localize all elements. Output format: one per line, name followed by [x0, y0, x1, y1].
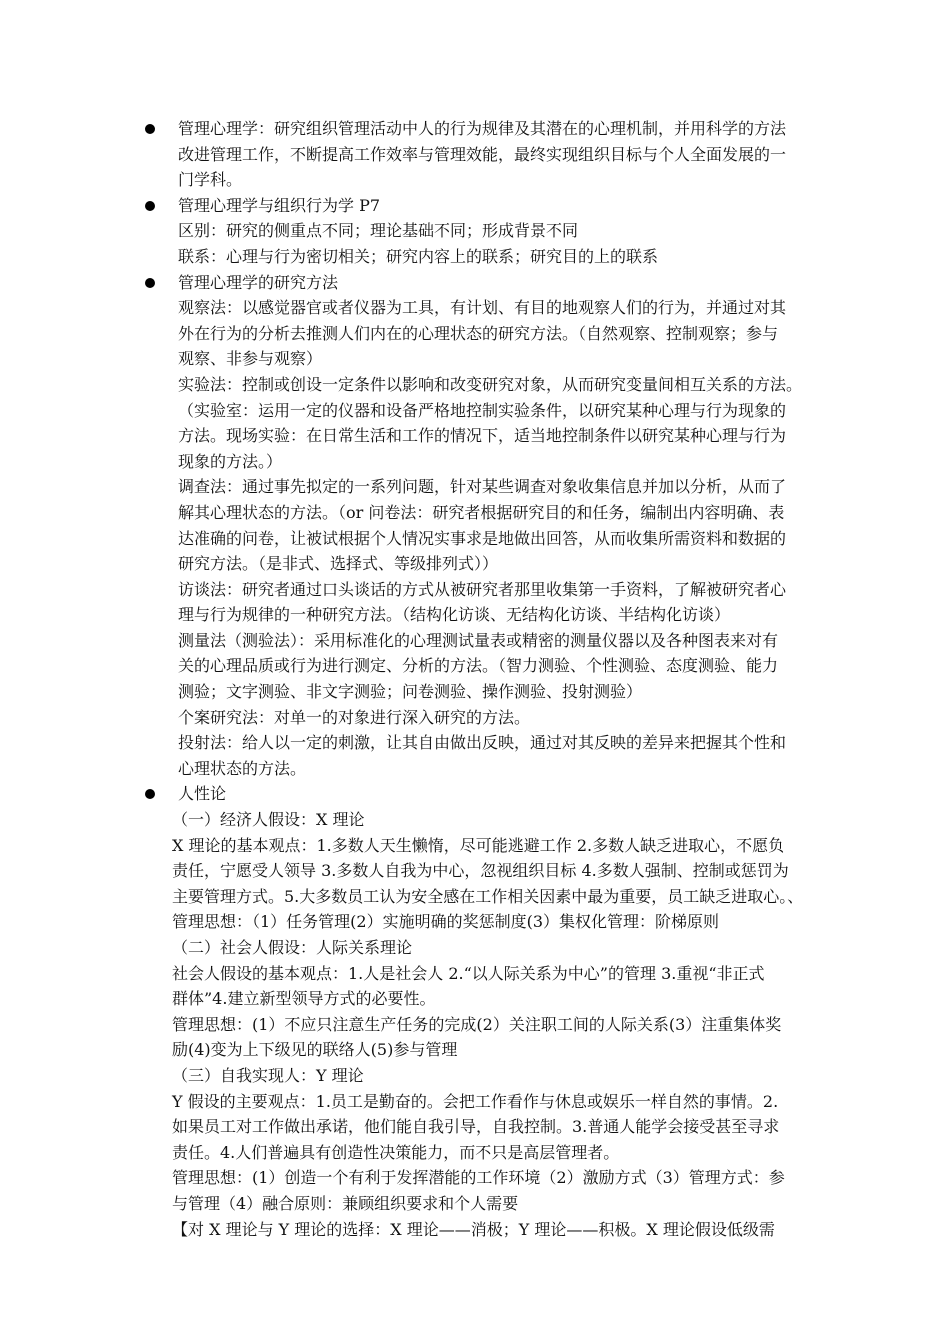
- paragraph-line: 群体”4.建立新型领导方式的必要性。: [172, 989, 436, 1009]
- paragraph-line: 管理思想：（1）任务管理(2）实施明确的奖惩制度(3）集权化管理：阶梯原则: [172, 912, 720, 932]
- paragraph-line: 管理思想：(1）不应只注意生产任务的完成(2）关注职工间的人际关系(3）注重集体奖: [172, 1014, 782, 1034]
- paragraph-line: 个案研究法：对单一的对象进行深入研究的方法。: [178, 707, 531, 727]
- paragraph-line: 心理状态的方法。: [178, 758, 307, 778]
- paragraph-line: 调查法：通过事先拟定的一系列问题，针对某些调查对象收集信息并加以分析，从而了: [178, 477, 787, 497]
- subsection-heading: （一）经济人假设：X 理论: [172, 810, 365, 830]
- paragraph-line: 责任。4.人们普遍具有创造性决策能力，而不只是高层管理者。: [172, 1142, 620, 1162]
- paragraph-line: 投射法：给人以一定的刺激，让其自由做出反映，通过对其反映的差异来把握其个性和: [178, 733, 787, 753]
- paragraph-line: 责任，宁愿受人领导 3.多数人自我为中心，忽视组织目标 4.多数人强制、控制或惩罚为: [172, 861, 789, 881]
- paragraph-line: 外在行为的分析去推测人们内在的心理状态的研究方法。（自然观察、控制观察；参与: [178, 323, 779, 343]
- section-heading: 人性论: [178, 784, 227, 804]
- bullet-icon: [145, 201, 155, 211]
- paragraph-line: 关的心理品质或行为进行测定、分析的方法。（智力测验、个性测验、态度测验、能力: [178, 656, 779, 676]
- paragraph-line: 励(4)变为上下级见的联络人(5)参与管理: [172, 1040, 458, 1060]
- paragraph-line: 与管理（4）融合原则：兼顾组织要求和个人需要: [172, 1193, 519, 1213]
- bullet-icon: [145, 124, 155, 134]
- paragraph-line: 达准确的问卷，让被试根据个人情况实事求是地做出回答，从而收集所需资料和数据的: [178, 528, 787, 548]
- paragraph-line: 观察法：以感觉器官或者仪器为工具，有计划、有目的地观察人们的行为，并通过对其: [178, 298, 787, 318]
- subsection-heading: （三）自我实现人：Y 理论: [172, 1065, 364, 1085]
- bullet-icon: [145, 789, 155, 799]
- paragraph-line: 解其心理状态的方法。（or 问卷法：研究者根据研究目的和任务，编制出内容明确、表: [178, 502, 785, 522]
- paragraph-line: 社会人假设的基本观点：1.人是社会人 2.“以人际关系为中心”的管理 3.重视“非正式: [172, 963, 765, 983]
- subsection-heading: （二）社会人假设：人际关系理论: [172, 938, 413, 957]
- paragraph-line: 改进管理工作，不断提高工作效率与管理效能，最终实现组织目标与个人全面发展的一: [178, 144, 787, 164]
- paragraph-line: 测量法（测验法）：采用标准化的心理测试量表或精密的测量仪器以及各种图表来对有: [178, 630, 779, 650]
- paragraph-line: 管理思想：(1）创造一个有利于发挥潜能的工作环境（2）激励方式（3）管理方式：参: [172, 1168, 785, 1188]
- paragraph-line: 理与行为规律的一种研究方法。（结构化访谈、无结构化访谈、半结构化访谈）: [178, 605, 731, 625]
- paragraph-line: Y 假设的主要观点：1.员工是勤奋的。会把工作看作与休息或娱乐一样自然的事情。2.: [172, 1091, 779, 1111]
- paragraph-line: 观察、非参与观察）: [178, 349, 323, 369]
- paragraph-line: （实验室：运用一定的仪器和设备严格地控制实验条件，以研究某种心理与行为现象的: [178, 400, 787, 420]
- bullet-item-definition: [140, 116, 816, 142]
- paragraph-line: 现象的方法。）: [178, 451, 283, 471]
- paragraph-line: 主要管理方式。5.大多数员工认为安全感在工作相关因素中最为重要，员工缺乏进取心。、: [172, 886, 804, 906]
- paragraph-line: 实验法：控制或创设一定条件以影响和改变研究对象，从而研究变量间相互关系的方法。: [178, 374, 803, 394]
- paragraph-line: 门学科。: [178, 170, 243, 190]
- bullet-icon: [145, 278, 155, 288]
- section-heading: 管理心理学与组织行为学 P7: [178, 195, 381, 215]
- section-heading: 管理心理学的研究方法: [178, 272, 339, 292]
- paragraph-line: 联系：心理与行为密切相关；研究内容上的联系；研究目的上的联系: [178, 246, 659, 266]
- bullet-item-comparison: [140, 193, 816, 219]
- paragraph-line: 管理心理学：研究组织管理活动中人的行为规律及其潜在的心理机制，并用科学的方法: [178, 119, 787, 138]
- paragraph-line: 区别：研究的侧重点不同；理论基础不同；形成背景不同: [178, 221, 579, 241]
- paragraph-line: 研究方法。（是非式、选择式、等级排列式））: [178, 554, 499, 574]
- paragraph-line: 方法。现场实验：在日常生活和工作的情况下，适当地控制条件以研究某种心理与行为: [178, 426, 787, 446]
- paragraph-line: 访谈法：研究者通过口头谈话的方式从被研究者那里收集第一手资料，了解被研究者心: [178, 579, 787, 599]
- paragraph-line: 【对 X 理论与 Y 理论的选择：X 理论——消极；Y 理论——积极。X 理论假设低级需: [172, 1219, 775, 1239]
- bullet-item-research-methods: [140, 270, 816, 296]
- bullet-item-human-nature: [140, 781, 816, 807]
- paragraph-line: X 理论的基本观点：1.多数人天生懒惰，尽可能逃避工作 2.多数人缺乏进取心，不愿负: [172, 835, 785, 855]
- paragraph-line: 测验；文字测验、非文字测验；问卷测验、操作测验、投射测验）: [178, 682, 643, 702]
- document-body: [140, 116, 816, 1242]
- paragraph-line: 如果员工对工作做出承诺，他们能自我引导，自我控制。3.普通人能学会接受甚至寻求: [172, 1117, 780, 1137]
